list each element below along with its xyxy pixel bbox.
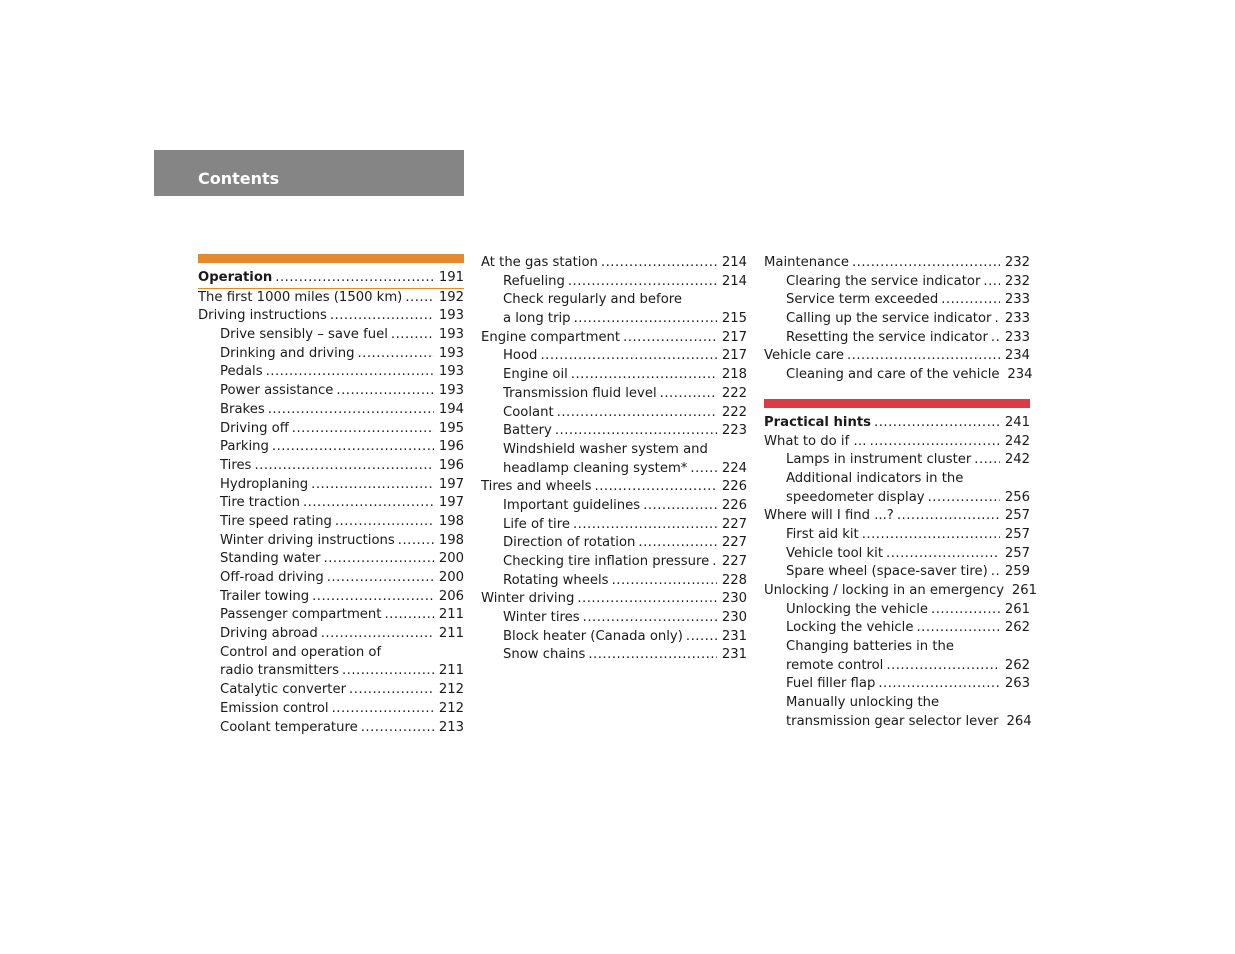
toc-entry[interactable] [764, 273, 1030, 292]
toc-entry-title: Winter driving [481, 591, 575, 607]
toc-page-number: 262 [1004, 620, 1030, 636]
dot-leader [991, 563, 1000, 582]
toc-entry[interactable] [481, 628, 747, 647]
toc-entry[interactable] [481, 572, 747, 591]
dot-leader [991, 329, 1000, 348]
toc-entry-title: radio transmitters [220, 663, 339, 679]
toc-entry-title: Check regularly and before [503, 292, 683, 308]
dot-leader [312, 588, 434, 607]
toc-entry[interactable] [764, 657, 1030, 676]
toc-entry-title: Drinking and driving [220, 345, 355, 361]
toc-entry-title: What to do if … [764, 433, 867, 449]
dot-leader [574, 310, 717, 329]
toc-entry-title: Resetting the service indicator [786, 329, 988, 345]
toc-entry-title: Standing water [220, 551, 321, 567]
operation-section-bar [198, 254, 464, 263]
toc-page-number: 223 [721, 423, 747, 439]
section-spacer [764, 385, 1030, 399]
toc-entry[interactable] [481, 478, 747, 497]
toc-entry[interactable] [198, 606, 464, 625]
dot-leader [886, 657, 1000, 676]
toc-page-number: 194 [438, 401, 464, 417]
dot-leader [571, 366, 717, 385]
toc-page-number: 234 [1004, 348, 1030, 364]
toc-entry-title: Changing batteries in the [786, 639, 954, 655]
dot-leader [324, 550, 434, 569]
toc-entry[interactable] [481, 460, 747, 479]
toc-entry-title: Checking tire inflation pressure [503, 554, 710, 569]
toc-entry[interactable] [198, 700, 464, 719]
toc-entry[interactable] [198, 438, 464, 457]
dot-leader [275, 269, 434, 288]
toc-entry[interactable] [198, 401, 464, 420]
toc-entry-title: speedometer display [786, 489, 925, 505]
toc-entry-title: Fuel filler flap [786, 676, 876, 692]
toc-entry-title: Tire speed rating [220, 513, 332, 529]
toc-entry[interactable] [764, 545, 1030, 564]
toc-page-number: 262 [1004, 657, 1030, 673]
dot-leader [862, 526, 1000, 545]
toc-entry-title: Spare wheel (space-saver tire) [786, 564, 988, 580]
toc-entry-title: Rotating wheels [503, 572, 609, 588]
dot-leader [292, 420, 434, 439]
toc-entry-title: Clearing the service indicator [786, 273, 981, 289]
toc-entry[interactable] [481, 553, 747, 572]
toc-page-number: 206 [438, 588, 464, 604]
toc-entry-title: transmission gear selector lever [786, 713, 999, 729]
toc-entry-title: Direction of rotation [503, 535, 636, 551]
toc-page-number: 191 [438, 270, 464, 285]
toc-entry-title: Block heater (Canada only) [503, 628, 683, 644]
dot-leader [852, 254, 1000, 273]
toc-entry-title: Maintenance [764, 255, 849, 270]
toc-list-practical-hints [764, 414, 1038, 732]
toc-page-number: 226 [721, 479, 747, 495]
dot-leader [643, 497, 717, 516]
toc-entry-title: Service term exceeded [786, 292, 939, 308]
toc-entry[interactable] [198, 420, 464, 439]
toc-entry[interactable] [481, 273, 747, 292]
toc-entry[interactable] [764, 582, 1038, 601]
toc-entry[interactable] [764, 451, 1030, 470]
toc-entry-title: Power assistance [220, 383, 334, 399]
dot-leader [878, 675, 1000, 694]
toc-entry[interactable] [198, 532, 464, 551]
practical-hints-section-bar [764, 399, 1030, 408]
toc-entry[interactable] [481, 291, 747, 310]
toc-entry[interactable] [764, 489, 1030, 508]
dot-leader [311, 476, 434, 495]
dot-leader [847, 347, 1000, 366]
toc-page-number: 241 [1004, 414, 1030, 430]
dot-leader [336, 382, 434, 401]
toc-entry-title: Where will I find ...? [764, 508, 894, 524]
toc-entry[interactable] [481, 385, 747, 404]
toc-entry-title: Additional indicators in the [786, 470, 964, 486]
dot-leader [268, 401, 434, 420]
toc-page-number: 196 [438, 439, 464, 455]
dot-leader [690, 460, 717, 479]
toc-entry-title: Calling up the service indicator [786, 311, 992, 327]
dot-leader [601, 254, 717, 273]
dot-leader [391, 326, 434, 345]
toc-entry-title: First aid kit [786, 526, 859, 542]
dot-leader [342, 662, 434, 681]
toc-entry[interactable] [481, 254, 747, 273]
toc-page-number: 198 [438, 513, 464, 529]
toc-entry-title: Operation [198, 270, 273, 285]
toc-entry-title: Driving instructions [198, 308, 327, 324]
dot-leader [897, 507, 1000, 526]
dot-leader [588, 646, 717, 665]
toc-entry-title: Windshield washer system and [503, 441, 708, 457]
toc-page-number: 261 [1004, 601, 1030, 617]
toc-page-number: 227 [721, 535, 747, 551]
toc-page-number: 218 [721, 367, 747, 383]
toc-entry[interactable] [764, 601, 1030, 620]
toc-page-number: 264 [1006, 713, 1032, 729]
toc-page-number: 193 [438, 345, 464, 361]
toc-entry[interactable] [198, 513, 464, 532]
toc-page-number: 200 [438, 570, 464, 585]
toc-entry[interactable] [481, 609, 747, 628]
dot-leader [332, 700, 434, 719]
toc-column-1 [198, 254, 464, 737]
dot-leader [623, 329, 717, 348]
toc-entry-title: Practical hints [764, 414, 871, 430]
toc-entry-title: Catalytic converter [220, 682, 347, 698]
toc-page-number: 232 [1004, 255, 1030, 270]
toc-page-number: 222 [721, 404, 747, 420]
toc-page-number: 195 [438, 420, 464, 436]
dot-leader [941, 291, 1000, 310]
dot-leader [349, 681, 434, 700]
dot-leader [974, 451, 1000, 470]
toc-entry[interactable] [198, 494, 464, 513]
dot-leader [994, 310, 1000, 329]
toc-page-number: 212 [438, 700, 464, 716]
toc-page-number: 256 [1004, 489, 1030, 505]
toc-entry-title: Control and operation of [220, 644, 382, 660]
dot-leader [612, 572, 717, 591]
toc-entry-title: Emission control [220, 700, 329, 716]
dot-leader [931, 601, 1000, 620]
dot-leader [568, 273, 717, 292]
toc-entry[interactable] [764, 526, 1030, 545]
dot-leader [384, 606, 434, 625]
toc-entry-title: Pedals [220, 364, 263, 380]
toc-entry[interactable] [764, 329, 1030, 348]
toc-entry-title: Engine oil [503, 367, 568, 383]
toc-entry[interactable] [481, 404, 747, 423]
toc-page-number: 230 [721, 591, 747, 607]
toc-entry[interactable] [481, 310, 747, 329]
dot-leader [557, 404, 717, 423]
dot-leader [405, 289, 434, 308]
toc-entry[interactable] [481, 516, 747, 535]
toc-entry[interactable] [198, 588, 464, 607]
toc-entry[interactable] [198, 681, 464, 700]
toc-entry[interactable] [764, 310, 1030, 329]
toc-entry[interactable] [764, 638, 1030, 657]
toc-entry-title: Trailer towing [220, 588, 310, 604]
toc-entry[interactable] [764, 694, 1030, 713]
toc-entry[interactable] [198, 719, 464, 738]
toc-page-number: 217 [721, 329, 747, 345]
toc-entry-title: At the gas station [481, 255, 598, 270]
dot-leader [916, 619, 1000, 638]
toc-entry[interactable] [198, 457, 464, 476]
toc-entry[interactable] [198, 326, 464, 345]
toc-entry-title: Tire traction [220, 495, 300, 511]
dot-leader [330, 307, 434, 326]
toc-page-number: 227 [721, 554, 747, 569]
toc-entry[interactable] [764, 563, 1030, 582]
toc-page-number: 193 [438, 308, 464, 324]
toc-page-number: 197 [438, 495, 464, 511]
page-title: Contents [198, 169, 280, 188]
dot-leader [357, 345, 434, 364]
dot-leader [886, 545, 1000, 564]
toc-entry[interactable] [764, 291, 1030, 310]
toc-entry[interactable] [481, 422, 747, 441]
dot-leader [577, 590, 717, 609]
toc-entry[interactable] [198, 569, 464, 588]
toc-entry[interactable] [764, 254, 1030, 273]
dot-leader [398, 532, 434, 551]
toc-page-number: 233 [1004, 292, 1030, 308]
toc-entry[interactable] [481, 329, 747, 348]
toc-entry[interactable] [481, 441, 747, 460]
toc-entry-title: Engine compartment [481, 329, 621, 345]
dot-leader [712, 553, 717, 572]
toc-entry[interactable] [198, 269, 464, 289]
toc-page-number: 233 [1004, 311, 1030, 327]
toc-entry-title: Coolant temperature [220, 719, 358, 735]
toc-entry-title: Winter tires [503, 610, 580, 626]
toc-page-number: 242 [1004, 452, 1030, 468]
toc-page-number: 211 [438, 626, 464, 642]
toc-entry-title: Winter driving instructions [220, 532, 395, 548]
toc-entry[interactable] [764, 507, 1030, 526]
toc-column-2 [481, 254, 747, 665]
dot-leader [555, 422, 717, 441]
toc-entry[interactable] [764, 433, 1030, 452]
toc-page-number: 224 [721, 460, 747, 476]
toc-entry-title: Vehicle care [764, 348, 844, 364]
toc-entry-title: Unlocking the vehicle [786, 601, 929, 617]
toc-entry-title: Unlocking / locking in an emergency [764, 583, 1005, 598]
toc-entry-title: Passenger compartment [220, 607, 382, 623]
toc-entry-title: headlamp cleaning system* [503, 460, 688, 476]
toc-entry-title: Vehicle tool kit [786, 545, 883, 561]
toc-page-number: 227 [721, 516, 747, 532]
toc-entry[interactable] [481, 590, 747, 609]
toc-entry[interactable] [481, 646, 747, 665]
toc-entry-title: remote control [786, 657, 884, 673]
toc-list-maintenance [764, 254, 1033, 385]
toc-page-number: 263 [1004, 676, 1030, 692]
toc-entry-title: Manually unlocking the [786, 695, 940, 711]
toc-page-number: 231 [721, 647, 747, 663]
toc-entry-title: The first 1000 miles (1500 km) [198, 289, 403, 305]
contents-header [154, 150, 464, 196]
toc-entry-title: Cleaning and care of the vehicle [786, 367, 1000, 383]
toc-entry-title: Transmission fluid level [503, 385, 657, 401]
dot-leader [361, 719, 434, 738]
toc-page-number: 198 [438, 532, 464, 548]
toc-entry[interactable] [481, 347, 747, 366]
dot-leader [983, 273, 1000, 292]
toc-page-number: 228 [721, 572, 747, 588]
toc-entry-title: Tires [220, 457, 252, 473]
toc-page-number: 215 [721, 311, 747, 327]
toc-page-number: 214 [721, 273, 747, 289]
toc-entry-title: Hydroplaning [220, 476, 309, 492]
toc-entry[interactable] [198, 382, 464, 401]
dot-leader [638, 534, 717, 553]
toc-list-service [481, 254, 747, 665]
toc-entry[interactable] [481, 497, 747, 516]
toc-entry-title: a long trip [503, 311, 571, 327]
toc-page-number: 257 [1004, 508, 1030, 524]
toc-entry-title: Important guidelines [503, 497, 641, 513]
toc-list-operation [198, 269, 464, 737]
toc-entry[interactable] [481, 366, 747, 385]
dot-leader [870, 433, 1000, 452]
toc-page-number: 211 [438, 607, 464, 623]
toc-column-3 [764, 254, 1038, 732]
toc-page-number: 193 [438, 383, 464, 399]
toc-entry[interactable] [198, 476, 464, 495]
dot-leader [928, 489, 1000, 508]
toc-page-number: 226 [721, 497, 747, 513]
toc-page-number: 200 [438, 551, 464, 567]
toc-page-number: 233 [1004, 329, 1030, 345]
toc-page-number: 214 [721, 255, 747, 270]
dot-leader [335, 513, 434, 532]
toc-page-number: 213 [438, 719, 464, 735]
toc-entry-title: Snow chains [503, 647, 586, 663]
toc-entry-title: Refueling [503, 273, 565, 289]
toc-entry-title: Battery [503, 423, 552, 439]
toc-entry[interactable] [764, 713, 1030, 732]
toc-page-number: 230 [721, 610, 747, 626]
toc-page-number: 257 [1004, 545, 1030, 561]
dot-leader [874, 414, 1000, 433]
dot-leader [272, 438, 434, 457]
toc-page-number: 211 [438, 663, 464, 679]
dot-leader [321, 625, 434, 644]
toc-page-number: 234 [1007, 367, 1033, 383]
toc-entry[interactable] [198, 289, 464, 308]
toc-entry-title: Driving abroad [220, 626, 318, 642]
toc-page-number: 212 [438, 682, 464, 698]
dot-leader [254, 457, 434, 476]
toc-entry[interactable] [764, 414, 1030, 433]
toc-page-number: 261 [1011, 583, 1038, 598]
toc-entry-title: Off-road driving [220, 570, 324, 585]
toc-page-number: 217 [721, 348, 747, 364]
toc-entry-title: Tires and wheels [481, 479, 592, 495]
toc-entry[interactable] [764, 366, 1033, 385]
dot-leader [686, 628, 717, 647]
toc-entry[interactable] [764, 675, 1030, 694]
toc-entry[interactable] [198, 625, 464, 644]
toc-entry[interactable] [764, 619, 1030, 638]
toc-entry[interactable] [764, 470, 1030, 489]
toc-entry-title: Lamps in instrument cluster [786, 452, 972, 468]
toc-page-number: 222 [721, 385, 747, 401]
toc-page-number: 232 [1004, 273, 1030, 289]
dot-leader [595, 478, 717, 497]
toc-entry-title: Locking the vehicle [786, 620, 914, 636]
toc-entry[interactable] [198, 307, 464, 326]
toc-entry-title: Coolant [503, 404, 554, 420]
toc-page-number: 257 [1004, 526, 1030, 542]
dot-leader [573, 516, 717, 535]
toc-entry[interactable] [764, 347, 1030, 366]
toc-page-number: 197 [438, 476, 464, 492]
dot-leader [327, 569, 434, 588]
toc-page-number: 259 [1004, 564, 1030, 580]
toc-page-number: 196 [438, 457, 464, 473]
toc-page-number: 193 [438, 364, 464, 380]
toc-entry[interactable] [198, 662, 464, 681]
dot-leader [303, 494, 434, 513]
toc-entry-title: Brakes [220, 401, 265, 417]
toc-entry-title: Driving off [220, 420, 289, 436]
dot-leader [266, 363, 434, 382]
dot-leader [583, 609, 717, 628]
toc-entry[interactable] [481, 534, 747, 553]
toc-entry-title: Parking [220, 439, 269, 455]
toc-page-number: 192 [438, 289, 464, 305]
toc-entry[interactable] [198, 550, 464, 569]
toc-entry-title: Drive sensibly – save fuel [220, 327, 388, 343]
toc-page-number: 231 [721, 628, 747, 644]
toc-page-number: 193 [438, 327, 464, 343]
dot-leader [660, 385, 717, 404]
toc-entry-title: Life of tire [503, 516, 570, 532]
toc-entry[interactable] [198, 345, 464, 364]
toc-page-number: 242 [1004, 433, 1030, 449]
dot-leader [540, 347, 717, 366]
toc-entry[interactable] [198, 363, 464, 382]
toc-entry-title: Hood [503, 348, 538, 364]
toc-entry[interactable] [198, 644, 464, 663]
